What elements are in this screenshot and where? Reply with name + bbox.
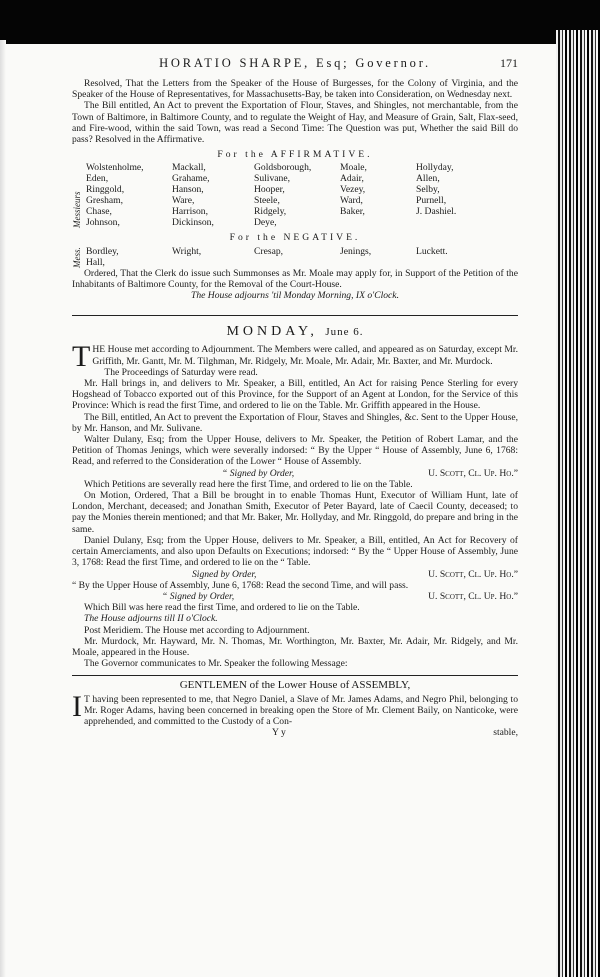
page-number: 171 (500, 56, 518, 70)
adjourn-line: The House adjourns 'til Monday Morning, IX o'Clock. (191, 290, 399, 302)
governor-communicates: The Governor communicates to Mr. Speaker the following Message: (84, 658, 348, 670)
amerciaments-bill: Daniel Dulany, Esq; from the Upper House, delivers to Mr. Speaker, a Bill, entitled, An Act for Recovery of certain Amerciaments, and also upon Defaults on Executions; indorsed: “ By the “ Upper House of Assembly, June 3, 1768: Read the first Time, and ordered to lie on the “ Table. (72, 534, 518, 569)
affirmative-heading: For the AFFIRMATIVE. (217, 149, 373, 161)
affirmative-name: Purnell, (416, 195, 447, 207)
affirmative-row (86, 173, 486, 184)
affirmative-row (86, 217, 486, 228)
page-footer (72, 727, 518, 738)
negative-table (86, 246, 486, 268)
affirmative-name: Mackall, (172, 162, 206, 174)
day-heading (72, 315, 518, 338)
members-appeared: Mr. Murdock, Mr. Hayward, Mr. N. Thomas, Mr. Worthington, Mr. Baxter, Mr. Adair, Mr. Ridgely, and Mr. Moale, appeared in the House. (72, 635, 518, 658)
negative-row (86, 257, 486, 268)
adjourn-till-two: The House adjourns till II o'Clock. (84, 613, 218, 625)
affirmative-name: J. Dashiel. (416, 206, 457, 218)
message-heading: GENTLEMEN of the Lower House of ASSEMBLY, (72, 675, 518, 691)
affirmative-name: Eden, (86, 173, 109, 185)
affirmative-name: Hollyday, (416, 162, 454, 174)
signature-line-2: Signed by Order, U. Scott, Cl. Up. Ho.” (192, 568, 518, 580)
negative-name: Cresap, (254, 245, 284, 257)
affirmative-name: Gresham, (86, 195, 124, 207)
motion-ordered: On Motion, Ordered, That a Bill be brought in to enable Thomas Hunt, Executor of William Hunt, late of London, Merchant, deceased; and Jonathan Smith, Executor of Peter Bayard, late of Caecil County, deceased; to pay the Monies therein mentioned; and that Mr. Baker, Mr. Hollyday, and Mr. Ringgold, do prepare and bring in the same. (72, 490, 518, 535)
affirmative-name: Selby, (416, 184, 440, 196)
negative-name (254, 257, 340, 268)
affirmative-name: Ridgely, (254, 206, 287, 218)
affirmative-name (340, 217, 416, 228)
affirmative-name: Deye, (254, 217, 277, 229)
message-body: I T having been represented to me, that Negro Daniel, a Slave of Mr. James Adams, and Negro Phil, belonging to Mr. Roger Adams, having been concerned in breaking open the Store of Mr. Clement Baily, on Nanticoke, were apprehended, and committed to the Custody of a Con- (72, 689, 518, 727)
ordered-paragraph: Ordered, That the Clerk do issue such Summonses as Mr. Moale may apply for, in Support of the Petition of the Inhabitants of Baltimore County, for the Removal of the Court-House. (72, 267, 518, 290)
affirmative-name: Ware, (172, 195, 195, 207)
negative-block (72, 246, 518, 268)
header-title: HORATIO SHARPE, Esq; Governor. (159, 56, 431, 70)
bill-first-time: Which Bill was here read the first Time, and ordered to lie on the Table. (84, 602, 360, 614)
negative-heading: For the NEGATIVE. (229, 232, 361, 244)
negative-name: Wright, (172, 245, 202, 257)
affirmative-name (416, 217, 486, 228)
affirmative-name: Hanson, (172, 184, 204, 196)
affirmative-name: Ward, (340, 195, 363, 207)
signature-mark: Y y (272, 727, 286, 739)
petitions-read: Which Petitions are severally read here the first Time, and ordered to lie on the Table. (84, 478, 413, 490)
affirmative-name: Allen, (416, 173, 440, 185)
negative-name: Bordley, (86, 245, 119, 257)
affirmative-name: Dickinson, (172, 217, 214, 229)
affirmative-name: Johnson, (86, 217, 120, 229)
affirmative-name: Goldsborough, (254, 162, 312, 174)
hall-bill: Mr. Hall brings in, and delivers to Mr. Speaker, a Bill, entitled, An Act for raising Pence Sterling for every Hogshead of Tobacco exported out of this Province, for the Support of an Agent at London, for the Service of this Province: Which is read the first Time, and ordered to lie on the Table. Mr. Griffith appeared in the House. (72, 378, 518, 412)
bill-paragraph: The Bill entitled, An Act to prevent the Exportation of Flour, Staves, and Shingles, not merchantable, from the Town of Baltimore, in Baltimore County, and to regulate the Weight of Hay, and Measure of Grain, Salt, Flax-seed, and Fire-wood, within the said Town, was read a Second Time: The Question was put, Whether the said Bill do pass? Resolved in the Affirmative. (72, 100, 518, 146)
proceedings-read: The Proceedings of Saturday were read. (104, 366, 258, 378)
negative-name (340, 257, 416, 268)
mess-label: Mess. (72, 246, 82, 268)
negative-name (172, 257, 254, 268)
page-edge-stack (556, 30, 600, 977)
affirmative-name: Wolstenholme, (86, 162, 144, 174)
affirmative-name: Moale, (340, 162, 367, 174)
affirmative-block (72, 162, 518, 228)
catchword: stable, (493, 727, 518, 739)
negative-row (86, 246, 486, 257)
second-reading: “ By the Upper House of Assembly, June 6, 1768: Read the second Time, and will pass. (72, 579, 409, 591)
negative-name: Luckett. (416, 245, 448, 257)
resolved-paragraph: Resolved, That the Letters from the Speaker of the House of Burgesses, for the Colony of Virginia, and the Speaker of the House of Representatives, for Massachusetts-Bay, be taken into Consideration, on Wednesday next. (72, 78, 518, 101)
affirmative-name: Steele, (254, 195, 280, 207)
dulany-petitions: Walter Dulany, Esq; from the Upper House, delivers to Mr. Speaker, the Petition of Robert Lamar, and the Petition of Thomas Jenings, which were severally indorsed: “ By the Upper “ House of Assembly, June 6, 1768: Read, and referred to the Consideration of the Lower “ House of Assembly. (72, 434, 518, 468)
signature-line-1: “ Signed by Order, U. Scott, Cl. Up. Ho.” (222, 467, 518, 479)
post-meridiem: Post Meridiem. The House met according to Adjournment. (84, 624, 310, 636)
drop-cap-i: I (72, 689, 82, 723)
affirmative-row (86, 195, 486, 206)
signature-line-3: “ Signed by Order, U. Scott, Cl. Up. Ho.” (162, 590, 518, 602)
affirmative-name: Hooper, (254, 184, 285, 196)
day-date: June 6. (325, 326, 364, 339)
affirmative-row (86, 206, 486, 217)
negative-name: Jenings, (340, 245, 372, 257)
negative-name: Hall, (86, 256, 105, 268)
affirmative-name: Sulivane, (254, 173, 290, 185)
day-name: MONDAY, (226, 324, 318, 340)
bill-sent: The Bill, entitled, An Act to prevent the Exportation of Flour, Staves and Shingles, &c. Sent to the Upper House, by Mr. Hanson, and Mr. Sulivane. (72, 411, 518, 434)
scan-left-shadow (0, 40, 6, 977)
scan-top-border (0, 0, 600, 44)
running-header (72, 48, 518, 78)
negative-name (416, 257, 486, 268)
monday-opening: THE House met according to Adjournment. The Members were called, and appeared as on Saturday, except Mr. Griffith, Mr. Gantt, Mr. M. Tilghman, Mr. Ridgely, Mr. Moale, Mr. Adair, Mr. Baxter, and Mr. Murdock. (72, 340, 518, 374)
affirmative-name: Baker, (340, 206, 365, 218)
affirmative-name: Grahame, (172, 173, 210, 185)
affirmative-name: Adair, (340, 173, 364, 185)
affirmative-row (86, 184, 486, 195)
page-body (72, 48, 518, 738)
messieurs-label: Messieurs (72, 191, 82, 229)
affirmative-name: Harrison, (172, 206, 208, 218)
affirmative-table (86, 162, 486, 228)
drop-cap-t: T (72, 340, 91, 374)
affirmative-name: Chase, (86, 206, 112, 218)
affirmative-name: Vezey, (340, 184, 366, 196)
affirmative-row (86, 162, 486, 173)
affirmative-name: Ringgold, (86, 184, 125, 196)
